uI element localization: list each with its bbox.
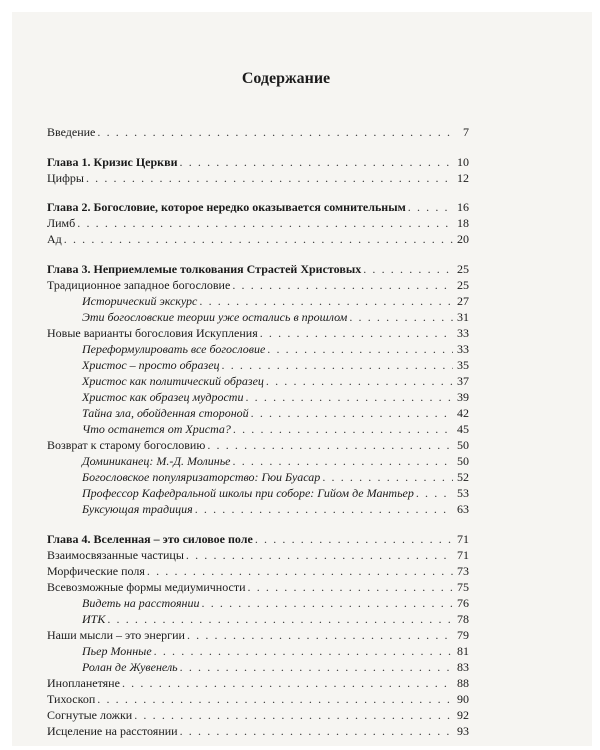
dot-leader bbox=[260, 325, 453, 341]
toc-page: 90 bbox=[457, 692, 469, 706]
toc-page: 27 bbox=[457, 294, 469, 308]
toc-subentry bbox=[82, 611, 469, 627]
toc-label: Тайна зла, обойденная стороной bbox=[82, 406, 249, 420]
dot-leader bbox=[245, 389, 453, 405]
toc-subentry bbox=[82, 357, 469, 373]
dot-leader bbox=[232, 277, 453, 293]
toc-page: 50 bbox=[457, 454, 469, 468]
dot-leader bbox=[267, 341, 453, 357]
toc-label: Морфические поля bbox=[47, 564, 145, 578]
dot-leader bbox=[86, 170, 453, 186]
toc-chapter bbox=[47, 199, 469, 215]
dot-leader bbox=[222, 357, 453, 373]
toc-page: 88 bbox=[457, 676, 469, 690]
toc-page: 20 bbox=[457, 232, 469, 246]
toc-entry bbox=[47, 231, 469, 247]
toc-label: Богословское популяризаторство: Гюи Буасар bbox=[82, 470, 321, 484]
toc-entry bbox=[47, 675, 469, 691]
dot-leader bbox=[107, 611, 453, 627]
toc-subentry bbox=[82, 501, 469, 517]
toc-subentry bbox=[82, 389, 469, 405]
toc-label: Ад bbox=[47, 232, 62, 246]
page-title: Содержание bbox=[241, 70, 331, 87]
dot-leader bbox=[363, 261, 453, 277]
toc-label: ИТК bbox=[82, 612, 106, 626]
toc-page: 10 bbox=[457, 155, 469, 169]
toc-label: Пьер Монные bbox=[82, 644, 152, 658]
toc-label: Христос – просто образец bbox=[82, 358, 220, 372]
toc-page: 31 bbox=[457, 310, 469, 324]
dot-leader bbox=[322, 469, 453, 485]
dot-leader bbox=[233, 453, 453, 469]
dot-leader bbox=[202, 595, 454, 611]
toc-entry bbox=[47, 437, 469, 453]
toc-label: Профессор Кафедральной школы при соборе: Гийом де Мантьер bbox=[82, 486, 414, 500]
toc-page: 37 bbox=[457, 374, 469, 388]
toc-subentry bbox=[82, 341, 469, 357]
toc-label: Традиционное западное богословие bbox=[47, 278, 231, 292]
toc-label: Буксующая традиция bbox=[82, 502, 193, 516]
toc-entry bbox=[47, 215, 469, 231]
dot-leader bbox=[186, 547, 453, 563]
toc-page: 25 bbox=[457, 262, 469, 276]
toc-entry bbox=[47, 277, 469, 293]
toc-label: Переформулировать все богословие bbox=[82, 342, 266, 356]
toc-label: Что останется от Христа? bbox=[82, 422, 231, 436]
toc-chapter bbox=[47, 531, 469, 547]
dot-leader bbox=[180, 723, 453, 739]
toc-label: Христос как политический образец bbox=[82, 374, 264, 388]
toc-label: Новые варианты богословия Искупления bbox=[47, 326, 258, 340]
toc-label: Возврат к старому богословию bbox=[47, 438, 206, 452]
toc-label: Согнутые ложки bbox=[47, 708, 133, 722]
toc-page: 71 bbox=[457, 548, 469, 562]
toc-entry bbox=[47, 707, 469, 723]
dot-leader bbox=[255, 531, 453, 547]
dot-leader bbox=[199, 293, 453, 309]
toc-page: 7 bbox=[463, 125, 469, 139]
toc-page: 81 bbox=[457, 644, 469, 658]
dot-leader bbox=[251, 405, 453, 421]
toc-page: 75 bbox=[457, 580, 469, 594]
toc-subentry bbox=[82, 293, 469, 309]
toc-page: 45 bbox=[457, 422, 469, 436]
dot-leader bbox=[97, 691, 453, 707]
dot-leader bbox=[248, 579, 454, 595]
toc-label: Видеть на расстоянии bbox=[82, 596, 200, 610]
toc-page: 78 bbox=[457, 612, 469, 626]
toc-subentry bbox=[82, 659, 469, 675]
toc-subentry bbox=[82, 643, 469, 659]
dot-leader bbox=[233, 421, 453, 437]
toc-page: 63 bbox=[457, 502, 469, 516]
dot-leader bbox=[64, 231, 453, 247]
toc-entry bbox=[47, 691, 469, 707]
toc-label: Лимб bbox=[47, 216, 76, 230]
toc-label: Христос как образец мудрости bbox=[82, 390, 244, 404]
book-page bbox=[12, 12, 592, 746]
toc-page: 50 bbox=[457, 438, 469, 452]
toc-entry bbox=[47, 579, 469, 595]
toc-entry bbox=[47, 124, 469, 140]
toc-entry bbox=[47, 170, 469, 186]
toc-page: 76 bbox=[457, 596, 469, 610]
toc-label: Взаимосвязанные частицы bbox=[47, 548, 184, 562]
toc-page: 73 bbox=[457, 564, 469, 578]
toc-subentry bbox=[82, 373, 469, 389]
dot-leader bbox=[180, 154, 454, 170]
toc-label: Всевозможные формы медиумичности bbox=[47, 580, 246, 594]
toc-entry bbox=[47, 325, 469, 341]
toc-entry bbox=[47, 547, 469, 563]
toc-label: Цифры bbox=[47, 171, 84, 185]
dot-leader bbox=[97, 124, 453, 140]
dot-leader bbox=[134, 707, 453, 723]
toc-entry bbox=[47, 723, 469, 739]
toc-page: 53 bbox=[457, 486, 469, 500]
toc-page: 79 bbox=[457, 628, 469, 642]
toc-page: 42 bbox=[457, 406, 469, 420]
toc-page: 16 bbox=[457, 200, 469, 214]
dot-leader bbox=[416, 485, 453, 501]
toc-label: Глава 3. Неприемлемые толкования Страстей Христовых bbox=[47, 262, 362, 276]
dot-leader bbox=[408, 199, 453, 215]
toc-label: Глава 4. Вселенная – это силовое поле bbox=[47, 532, 253, 546]
toc-label: Доминиканец: М.-Д. Молинье bbox=[82, 454, 231, 468]
toc-page: 25 bbox=[457, 278, 469, 292]
toc-page: 83 bbox=[457, 660, 469, 674]
toc-page: 12 bbox=[457, 171, 469, 185]
toc-chapter bbox=[47, 154, 469, 170]
toc-page: 33 bbox=[457, 326, 469, 340]
toc-page: 18 bbox=[457, 216, 469, 230]
toc-page: 39 bbox=[457, 390, 469, 404]
dot-leader bbox=[187, 627, 453, 643]
toc-subentry bbox=[82, 405, 469, 421]
toc-page: 52 bbox=[457, 470, 469, 484]
dot-leader bbox=[122, 675, 453, 691]
toc-label: Инопланетяне bbox=[47, 676, 120, 690]
toc-label: Введение bbox=[47, 125, 96, 139]
toc-subentry bbox=[82, 485, 469, 501]
toc-label: Эти богословские теории уже остались в прошлом bbox=[82, 310, 348, 324]
toc-label: Наши мысли – это энергии bbox=[47, 628, 185, 642]
toc-entry bbox=[47, 563, 469, 579]
toc-chapter bbox=[47, 261, 469, 277]
toc-page: 71 bbox=[457, 532, 469, 546]
dot-leader bbox=[195, 501, 453, 517]
toc-label: Исцеление на расстоянии bbox=[47, 724, 178, 738]
toc-subentry bbox=[82, 595, 469, 611]
dot-leader bbox=[147, 563, 453, 579]
dot-leader bbox=[266, 373, 453, 389]
toc-page: 35 bbox=[457, 358, 469, 372]
toc-page: 33 bbox=[457, 342, 469, 356]
dot-leader bbox=[77, 215, 453, 231]
toc-label: Глава 2. Богословие, которое нередко оказывается сомнительным bbox=[47, 200, 406, 214]
toc-subentry bbox=[82, 309, 469, 325]
toc-subentry bbox=[82, 453, 469, 469]
toc-subentry bbox=[82, 469, 469, 485]
dot-leader bbox=[180, 659, 453, 675]
toc-subentry bbox=[82, 421, 469, 437]
toc-label: Ролан де Жувенель bbox=[82, 660, 178, 674]
dot-leader bbox=[154, 643, 453, 659]
toc-label: Тихоскоп bbox=[47, 692, 96, 706]
toc-page: 92 bbox=[457, 708, 469, 722]
dot-leader bbox=[349, 309, 453, 325]
toc-entry bbox=[47, 627, 469, 643]
dot-leader bbox=[207, 437, 453, 453]
toc-label: Исторический экскурс bbox=[82, 294, 198, 308]
toc-label: Глава 1. Кризис Церкви bbox=[47, 155, 178, 169]
toc-page: 93 bbox=[457, 724, 469, 738]
